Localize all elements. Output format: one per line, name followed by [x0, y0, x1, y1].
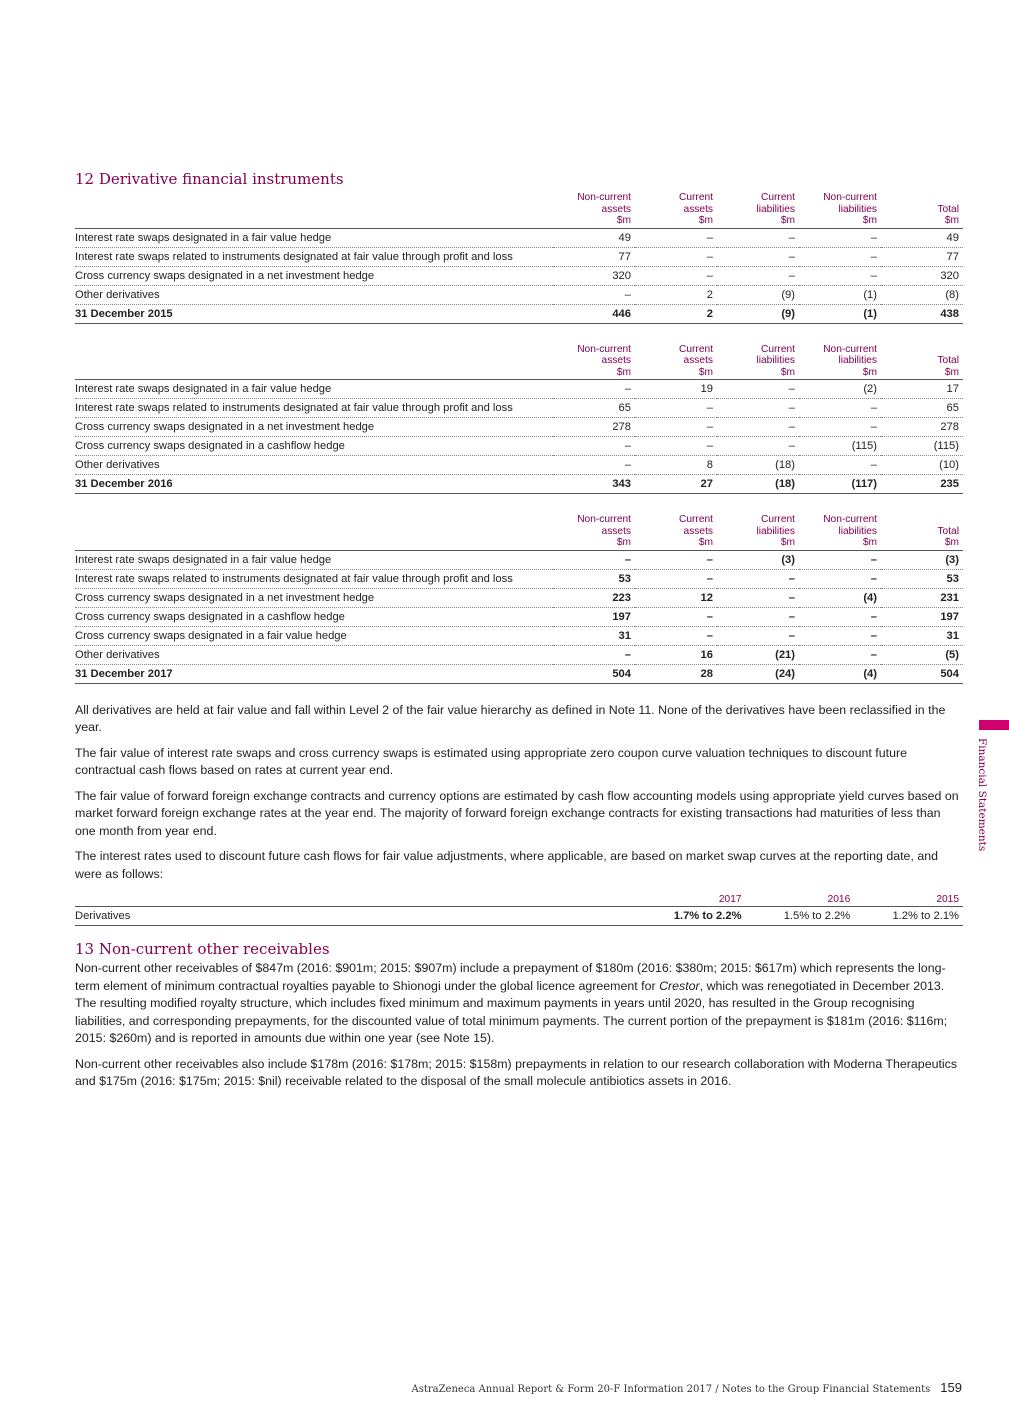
table-row: [75, 285, 963, 304]
row-value: (8): [881, 285, 963, 304]
row-value: –: [553, 437, 635, 456]
row-value: –: [635, 550, 717, 569]
interest-rates-table: [75, 893, 963, 926]
column-header: [553, 342, 635, 380]
row-value: 8: [635, 456, 717, 475]
column-header-line: $m: [944, 215, 959, 226]
row-value: –: [799, 550, 881, 569]
row-value: –: [717, 626, 799, 645]
row-value: (24): [717, 664, 799, 683]
table-header-row: [75, 190, 963, 228]
row-value: –: [553, 456, 635, 475]
rates-header-2017: 2017: [635, 893, 746, 907]
row-label: 31 December 2017: [75, 664, 553, 683]
row-value: (4): [799, 664, 881, 683]
column-header: [635, 342, 717, 380]
column-header-line: Current: [679, 192, 713, 203]
row-value: 27: [635, 475, 717, 494]
row-value: –: [717, 588, 799, 607]
row-value: (21): [717, 645, 799, 664]
table-row: [75, 247, 963, 266]
column-header-line: $m: [862, 537, 877, 548]
row-value: 53: [553, 569, 635, 588]
row-value: (18): [717, 475, 799, 494]
row-label: Cross currency swaps designated in a net investment hedge: [75, 266, 553, 285]
column-header-line: $m: [616, 537, 631, 548]
row-value: (3): [881, 550, 963, 569]
column-header: [881, 512, 963, 550]
column-header-line: assets: [683, 203, 713, 215]
column-header: [553, 512, 635, 550]
table-row: [75, 380, 963, 399]
row-label: Cross currency swaps designated in a net investment hedge: [75, 588, 553, 607]
table-row: [75, 456, 963, 475]
column-header-line: $m: [944, 366, 959, 378]
row-value: –: [799, 399, 881, 418]
table-row: [75, 228, 963, 247]
receivables-text-b: , which was renegotiated in December 2013. The resulting modified royalty structure, which includes fixed minimum and maximum payments in years until 2020, has resulted in the Group recognising liabilities, and corresponding prepayments, for the discounted value of total minimum payments. The current portion of the prepayment is $181m (2016: $116m; 2015: $260m) and is reported in amounts due within one year (see Note 15).: [75, 978, 948, 1045]
column-header-line: $m: [862, 215, 877, 226]
row-value: –: [635, 418, 717, 437]
column-header-line: Total: [937, 525, 959, 537]
column-header-line: liabilities: [756, 525, 795, 537]
row-label: Cross currency swaps designated in a cashflow hedge: [75, 607, 553, 626]
receivables-crestor: Crestor: [659, 978, 700, 993]
column-header-line: assets: [683, 355, 713, 366]
row-value: 49: [881, 228, 963, 247]
row-value: 77: [881, 247, 963, 266]
row-value: –: [799, 266, 881, 285]
row-value: –: [799, 418, 881, 437]
column-header-line: [885, 192, 959, 204]
header-blank: [75, 342, 553, 380]
row-value: 504: [553, 664, 635, 683]
row-label: Cross currency swaps designated in a cashflow hedge: [75, 437, 553, 456]
row-value: (1): [799, 304, 881, 323]
total-row: [75, 664, 963, 683]
column-header: [635, 190, 717, 228]
column-header-line: Non-current: [577, 514, 631, 525]
row-value: –: [799, 626, 881, 645]
row-value: (5): [881, 645, 963, 664]
row-value: (3): [717, 550, 799, 569]
row-value: 2: [635, 304, 717, 323]
row-value: 12: [635, 588, 717, 607]
row-value: 320: [881, 266, 963, 285]
row-value: 231: [881, 588, 963, 607]
column-header-line: Current: [679, 343, 713, 355]
table-row: [75, 266, 963, 285]
paragraph-forward-contracts: The fair value of forward foreign exchange contracts and currency options are estimated by cash flow accounting models using appropriate yield curves based on market forward foreign exchange rates at the year end. The majority of forward foreign exchange contracts for existing transactions had maturities of less than one month from year end.: [75, 788, 959, 838]
header-blank: [75, 190, 553, 228]
row-value: –: [799, 645, 881, 664]
row-value: –: [635, 626, 717, 645]
row-value: 17: [881, 380, 963, 399]
row-value: 65: [553, 399, 635, 418]
header-blank: [75, 512, 553, 550]
row-value: –: [635, 607, 717, 626]
rates-header-blank: [75, 893, 635, 907]
row-value: 16: [635, 645, 717, 664]
column-header-line: Total: [937, 203, 959, 215]
row-value: –: [553, 380, 635, 399]
row-label: Other derivatives: [75, 456, 553, 475]
row-value: –: [717, 380, 799, 399]
table-row: [75, 645, 963, 664]
row-label: Interest rate swaps related to instruments designated at fair value through profit and loss: [75, 399, 553, 418]
column-header: [881, 190, 963, 228]
column-header-line: Total: [937, 355, 959, 366]
row-value: 446: [553, 304, 635, 323]
column-header-line: [885, 514, 959, 526]
column-header-line: $m: [698, 366, 713, 378]
row-value: 278: [553, 418, 635, 437]
row-value: 438: [881, 304, 963, 323]
table-row: [75, 550, 963, 569]
column-header-line: liabilities: [756, 355, 795, 366]
row-value: –: [635, 437, 717, 456]
row-value: –: [717, 418, 799, 437]
table-row: [75, 399, 963, 418]
row-value: 65: [881, 399, 963, 418]
column-header-line: $m: [862, 366, 877, 378]
row-value: –: [799, 456, 881, 475]
rates-label: Derivatives: [75, 907, 635, 926]
column-header-line: assets: [601, 203, 631, 215]
row-value: –: [717, 247, 799, 266]
row-value: (9): [717, 304, 799, 323]
row-label: Cross currency swaps designated in a fair value hedge: [75, 626, 553, 645]
row-value: –: [717, 607, 799, 626]
row-value: –: [717, 437, 799, 456]
column-header-line: [885, 344, 959, 356]
column-header-line: liabilities: [838, 525, 877, 537]
rates-2015: 1.2% to 2.1%: [854, 907, 963, 926]
row-value: 2: [635, 285, 717, 304]
paragraph-receivables-other: Non-current other receivables also include $178m (2016: $178m; 2015: $158m) prepayments in relation to our research collaboration with Moderna Therapeutics and $175m (2016: $175m; 2015: $nil) receivable related to the disposal of the small molecule antibiotics assets in 2016.: [75, 1056, 958, 1088]
derivatives-table-2016: [75, 342, 963, 495]
row-value: 28: [635, 664, 717, 683]
table-row: [75, 569, 963, 588]
column-header: [881, 342, 963, 380]
column-header-line: assets: [601, 355, 631, 366]
table-header-row: [75, 512, 963, 550]
column-header: [799, 342, 881, 380]
row-label: 31 December 2016: [75, 475, 553, 494]
row-label: Cross currency swaps designated in a net investment hedge: [75, 418, 553, 437]
table-header-row: [75, 342, 963, 380]
row-value: 31: [553, 626, 635, 645]
row-value: 320: [553, 266, 635, 285]
total-row: [75, 304, 963, 323]
row-value: 504: [881, 664, 963, 683]
row-value: –: [799, 247, 881, 266]
row-value: (117): [799, 475, 881, 494]
row-value: –: [553, 285, 635, 304]
receivables-text-a: Non-current other receivables of $847m (2016: $901m; 2015: $907m) include a prepayment of $180m (2016: $380m; 2015: $617m) which represents the long-term element of minimum contractual royalties payable to Shionogi under the global licence agreement for: [75, 961, 946, 993]
total-row: [75, 475, 963, 494]
column-header-line: $m: [944, 537, 959, 548]
row-label: Interest rate swaps designated in a fair value hedge: [75, 228, 553, 247]
rates-header-2015: 2015: [854, 893, 963, 907]
row-value: (1): [799, 285, 881, 304]
row-value: 19: [635, 380, 717, 399]
column-header-line: Non-current: [577, 343, 631, 355]
row-value: (4): [799, 588, 881, 607]
row-value: (115): [799, 437, 881, 456]
table-row: [75, 607, 963, 626]
row-value: 31: [881, 626, 963, 645]
column-header-line: Current: [679, 514, 713, 525]
column-header-line: Non-current: [823, 514, 877, 525]
side-section-label: Financial Statements: [976, 738, 988, 852]
row-value: –: [635, 266, 717, 285]
row-value: –: [799, 228, 881, 247]
rates-row: [75, 907, 963, 926]
column-header: [553, 190, 635, 228]
table-row: [75, 418, 963, 437]
row-value: (2): [799, 380, 881, 399]
row-value: –: [717, 569, 799, 588]
section-13-title: 13 Non-current other receivables: [75, 940, 330, 958]
column-header-line: liabilities: [838, 203, 877, 215]
table-row: [75, 437, 963, 456]
row-value: 197: [553, 607, 635, 626]
paragraph-receivables: [75, 960, 963, 1048]
row-label: Interest rate swaps related to instruments designated at fair value through profit and loss: [75, 247, 553, 266]
row-value: –: [635, 399, 717, 418]
row-value: 235: [881, 475, 963, 494]
rates-2017: 1.7% to 2.2%: [635, 907, 746, 926]
column-header-line: $m: [616, 366, 631, 378]
row-value: 197: [881, 607, 963, 626]
row-value: 343: [553, 475, 635, 494]
row-label: Other derivatives: [75, 645, 553, 664]
derivatives-table-2015: [75, 190, 963, 324]
row-value: (9): [717, 285, 799, 304]
column-header: [799, 512, 881, 550]
column-header-line: $m: [780, 215, 795, 226]
column-header-line: $m: [698, 537, 713, 548]
row-value: –: [635, 569, 717, 588]
column-header-line: $m: [780, 366, 795, 378]
row-label: Interest rate swaps designated in a fair value hedge: [75, 380, 553, 399]
column-header-line: Non-current: [823, 343, 877, 355]
column-header-line: assets: [683, 525, 713, 537]
column-header: [635, 512, 717, 550]
row-label: 31 December 2015: [75, 304, 553, 323]
row-value: 77: [553, 247, 635, 266]
column-header: [717, 512, 799, 550]
page-footer: [411, 1380, 962, 1395]
column-header-line: liabilities: [838, 355, 877, 366]
row-value: (18): [717, 456, 799, 475]
row-label: Other derivatives: [75, 285, 553, 304]
column-header: [799, 190, 881, 228]
paragraph-level2: All derivatives are held at fair value and fall within Level 2 of the fair value hierarchy as defined in Note 11. None of the derivatives have been reclassified in the year.: [75, 702, 946, 734]
page-number: 159: [940, 1380, 962, 1395]
row-value: 223: [553, 588, 635, 607]
column-header-line: Non-current: [823, 192, 877, 203]
section-tab-marker: [979, 720, 1009, 730]
column-header: [717, 342, 799, 380]
column-header-line: Current: [761, 343, 795, 355]
page-content: [75, 170, 963, 1099]
table-row: [75, 626, 963, 645]
row-value: (10): [881, 456, 963, 475]
paragraph-interest-rates: The interest rates used to discount future cash flows for fair value adjustments, where applicable, are based on market swap curves at the reporting date, and were as follows:: [75, 849, 938, 881]
row-value: –: [717, 399, 799, 418]
column-header-line: Current: [761, 192, 795, 203]
row-value: 49: [553, 228, 635, 247]
column-header-line: $m: [616, 215, 631, 226]
row-value: –: [717, 228, 799, 247]
row-value: –: [717, 266, 799, 285]
footer-text: AstraZeneca Annual Report & Form 20-F Information 2017 / Notes to the Group Financial Statements: [411, 1384, 931, 1395]
row-value: 53: [881, 569, 963, 588]
column-header-line: Non-current: [577, 192, 631, 203]
row-label: Interest rate swaps related to instruments designated at fair value through profit and loss: [75, 569, 553, 588]
column-header-line: assets: [601, 525, 631, 537]
column-header-line: Current: [761, 514, 795, 525]
row-value: –: [635, 247, 717, 266]
derivatives-table-2017: [75, 512, 963, 684]
row-value: (115): [881, 437, 963, 456]
column-header: [717, 190, 799, 228]
row-value: –: [635, 228, 717, 247]
rates-2016: 1.5% to 2.2%: [746, 907, 855, 926]
row-value: –: [553, 645, 635, 664]
section-12-title: 12 Derivative financial instruments: [75, 170, 344, 188]
column-header-line: liabilities: [756, 203, 795, 215]
column-header-line: $m: [780, 537, 795, 548]
row-value: 278: [881, 418, 963, 437]
rates-header-2016: 2016: [746, 893, 855, 907]
table-row: [75, 588, 963, 607]
row-value: –: [799, 569, 881, 588]
row-label: Interest rate swaps designated in a fair value hedge: [75, 550, 553, 569]
rates-header-row: [75, 893, 963, 907]
paragraph-swap-valuation: The fair value of interest rate swaps and cross currency swaps is estimated using appropriate zero coupon curve valuation techniques to discount future contractual cash flows based on rates at current year end.: [75, 745, 907, 777]
row-value: –: [799, 607, 881, 626]
row-value: –: [553, 550, 635, 569]
column-header-line: $m: [698, 215, 713, 226]
